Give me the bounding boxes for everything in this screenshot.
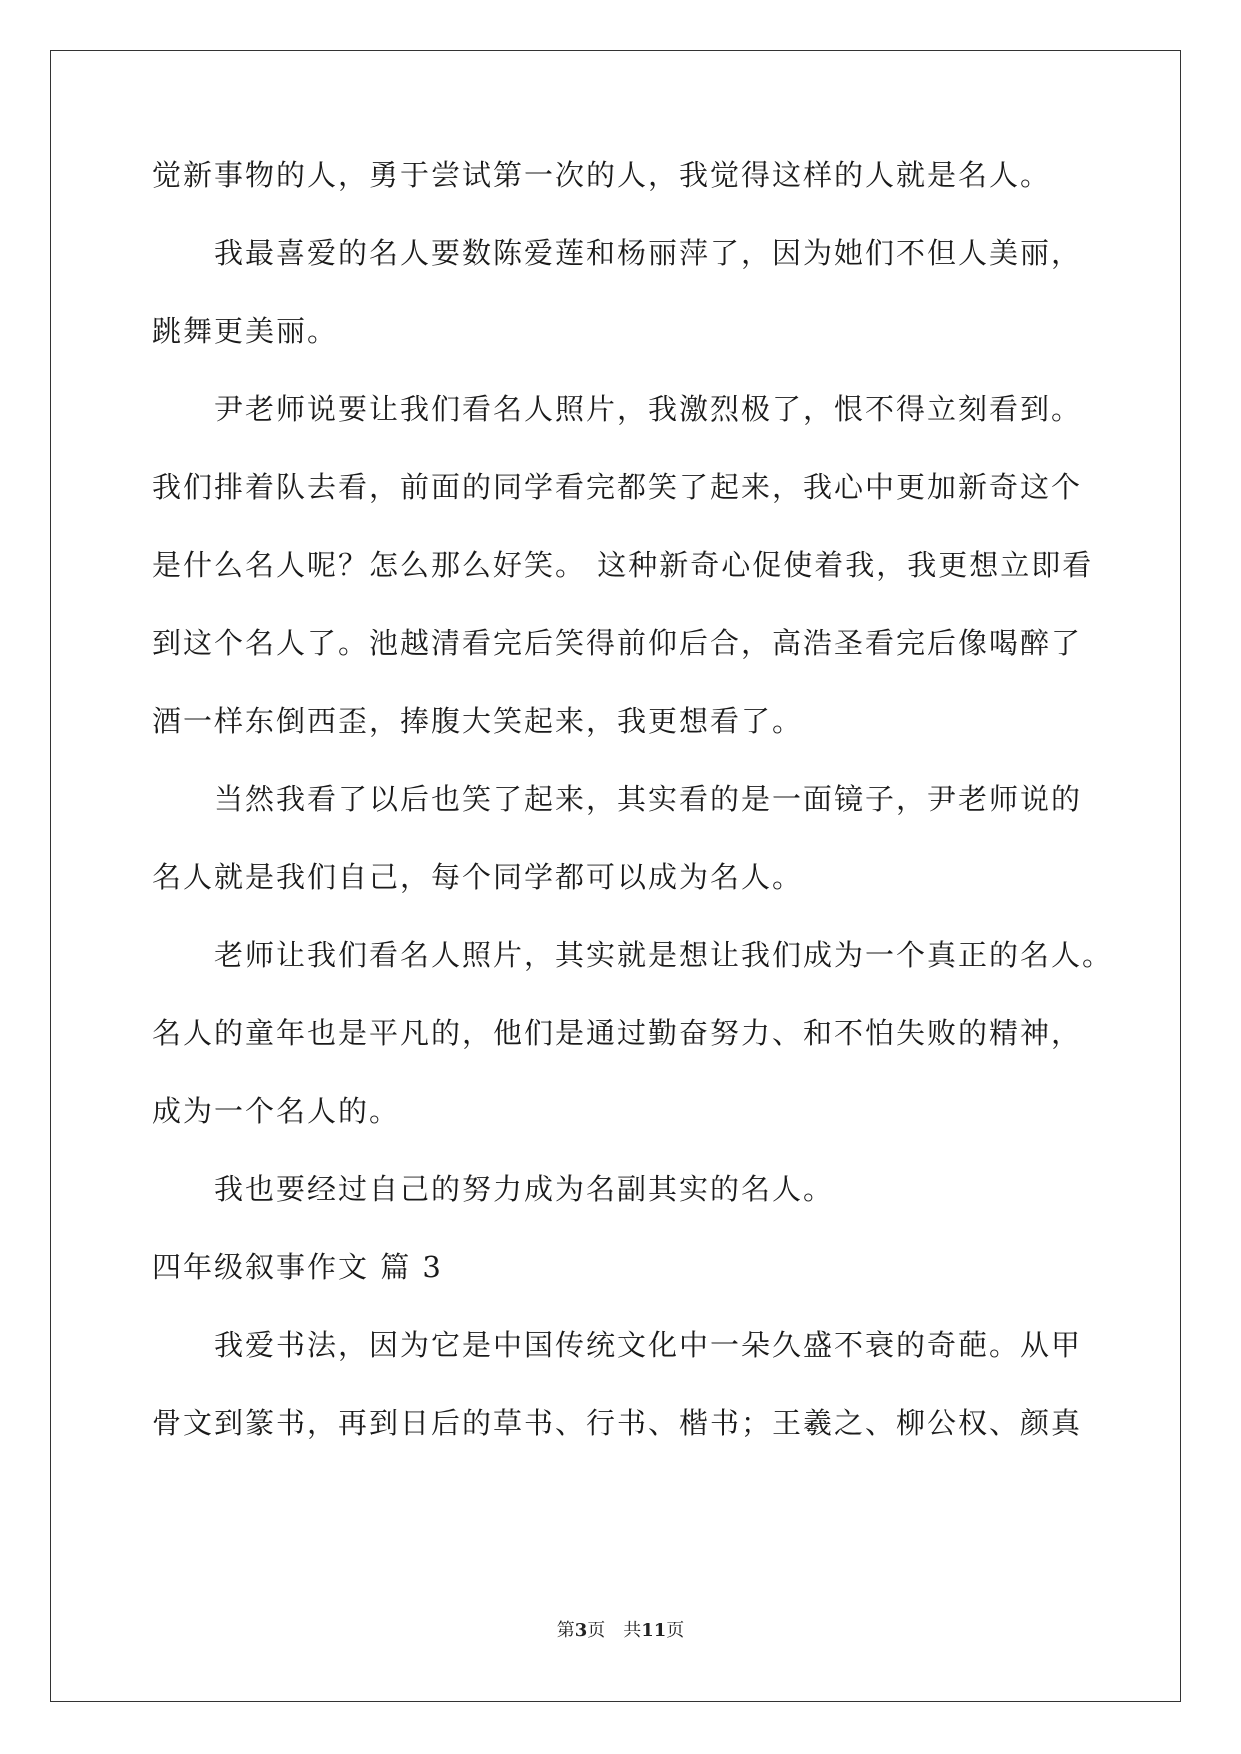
page-label-prefix: 第 — [556, 1620, 575, 1641]
total-pages: 11 — [641, 1620, 667, 1641]
page-label-suffix: 页 — [587, 1620, 606, 1641]
text-line: 酒一样东倒西歪，捧腹大笑起来，我更想看了。 — [152, 704, 804, 738]
total-label-suffix: 页 — [666, 1620, 685, 1641]
text-line: 我最喜爱的名人要数陈爱莲和杨丽萍了，因为她们不但人美丽， — [214, 236, 1083, 270]
text-line: 到这个名人了。池越清看完后笑得前仰后合，高浩圣看完后像喝醉了 — [152, 626, 1083, 660]
text-line: 我也要经过自己的努力成为名副其实的名人。 — [214, 1172, 835, 1206]
text-line: 是什么名人呢？怎么那么好笑。 这种新奇心促使着我，我更想立即看 — [152, 548, 1094, 582]
text-line: 觉新事物的人，勇于尝试第一次的人，我觉得这样的人就是名人。 — [152, 158, 1052, 192]
page-footer — [0, 1616, 1241, 1642]
section-heading: 四年级叙事作文 篇 3 — [152, 1250, 443, 1284]
text-line: 老师让我们看名人照片，其实就是想让我们成为一个真正的名人。 — [214, 938, 1114, 972]
page-number: 3 — [574, 1620, 588, 1641]
text-line: 名人就是我们自己，每个同学都可以成为名人。 — [152, 860, 804, 894]
text-line: 当然我看了以后也笑了起来，其实看的是一面镜子，尹老师说的 — [214, 782, 1083, 816]
text-line: 跳舞更美丽。 — [152, 314, 339, 348]
text-line: 尹老师说要让我们看名人照片，我激烈极了，恨不得立刻看到。 — [214, 392, 1083, 426]
text-line: 成为一个名人的。 — [152, 1094, 401, 1128]
text-line: 我们排着队去看，前面的同学看完都笑了起来，我心中更加新奇这个 — [152, 470, 1083, 504]
total-label-prefix: 共 — [623, 1620, 642, 1641]
text-line: 我爱书法，因为它是中国传统文化中一朵久盛不衰的奇葩。从甲 — [214, 1328, 1083, 1362]
text-line: 骨文到篆书，再到日后的草书、行书、楷书；王羲之、柳公权、颜真 — [152, 1406, 1083, 1440]
text-line: 名人的童年也是平凡的，他们是通过勤奋努力、和不怕失败的精神， — [152, 1016, 1083, 1050]
